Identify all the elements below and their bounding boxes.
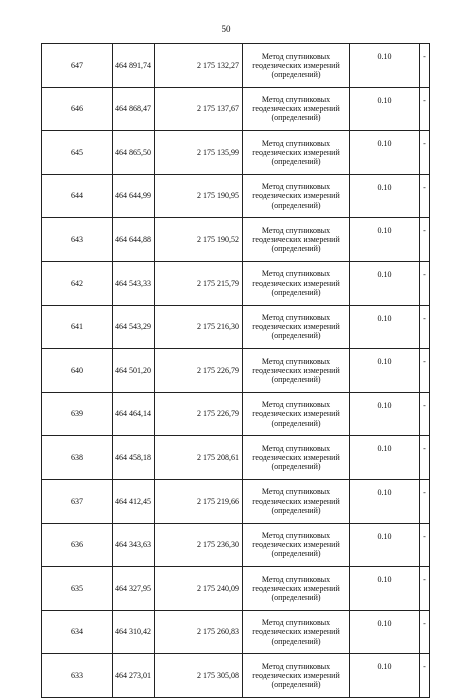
method-line: Метод спутниковых	[261, 531, 331, 541]
table-row	[42, 174, 430, 218]
method-line: (определений)	[271, 680, 321, 690]
x-coordinate-cell: 464 310,42	[113, 610, 155, 654]
point-number-cell: 636	[42, 523, 113, 567]
method-line: геодезических измерений	[252, 278, 340, 288]
accuracy-cell: 0.10	[350, 479, 420, 523]
y-coordinate-cell: 2 175 226,79	[155, 349, 243, 393]
table-row	[42, 305, 430, 349]
point-number-cell: 634	[42, 610, 113, 654]
y-coordinate-cell: 2 175 236,30	[155, 523, 243, 567]
x-coordinate-cell: 464 501,20	[113, 349, 155, 393]
dash-cell: -	[420, 305, 430, 349]
dash-cell: -	[420, 479, 430, 523]
method-line: геодезических измерений	[252, 583, 340, 593]
dash-cell: -	[420, 87, 430, 131]
dash-cell: -	[420, 436, 430, 480]
method-cell	[243, 131, 350, 175]
accuracy-cell: 0.10	[350, 654, 420, 698]
method-line: геодезических измерений	[252, 235, 340, 245]
point-number-cell: 642	[42, 261, 113, 305]
x-coordinate-cell: 464 412,45	[113, 479, 155, 523]
method-cell	[243, 436, 350, 480]
point-number-cell: 646	[42, 87, 113, 131]
method-cell	[243, 567, 350, 611]
method-line: Метод спутниковых	[261, 313, 331, 323]
dash-cell: -	[420, 392, 430, 436]
method-line: геодезических измерений	[252, 671, 340, 681]
method-line: Метод спутниковых	[261, 182, 331, 192]
point-number-cell: 635	[42, 567, 113, 611]
x-coordinate-cell: 464 868,47	[113, 87, 155, 131]
dash-cell: -	[420, 131, 430, 175]
y-coordinate-cell: 2 175 190,52	[155, 218, 243, 262]
method-line: геодезических измерений	[252, 191, 340, 201]
method-line: геодезических измерений	[252, 627, 340, 637]
x-coordinate-cell: 464 891,74	[113, 44, 155, 88]
method-cell	[243, 654, 350, 698]
accuracy-cell: 0.10	[350, 436, 420, 480]
method-line: геодезических измерений	[252, 496, 340, 506]
table-row	[42, 87, 430, 131]
table-row	[42, 654, 430, 698]
table-row	[42, 436, 430, 480]
coordinates-table-body	[42, 44, 430, 698]
table-row	[42, 610, 430, 654]
page-number: 50	[221, 24, 231, 34]
y-coordinate-cell: 2 175 226,79	[155, 392, 243, 436]
point-number-cell: 633	[42, 654, 113, 698]
method-line: (определений)	[271, 113, 321, 123]
method-line: геодезических измерений	[252, 60, 340, 70]
x-coordinate-cell: 464 865,50	[113, 131, 155, 175]
method-line: геодезических измерений	[252, 540, 340, 550]
accuracy-cell: 0.10	[350, 261, 420, 305]
x-coordinate-cell: 464 343,63	[113, 523, 155, 567]
method-line: (определений)	[271, 331, 321, 341]
method-line: (определений)	[271, 462, 321, 472]
y-coordinate-cell: 2 175 260,83	[155, 610, 243, 654]
table-row	[42, 392, 430, 436]
method-cell	[243, 349, 350, 393]
point-number-cell: 639	[42, 392, 113, 436]
method-cell	[243, 218, 350, 262]
point-number-cell: 640	[42, 349, 113, 393]
dash-cell: -	[420, 349, 430, 393]
y-coordinate-cell: 2 175 219,66	[155, 479, 243, 523]
table-row	[42, 349, 430, 393]
point-number-cell: 647	[42, 44, 113, 88]
x-coordinate-cell: 464 458,18	[113, 436, 155, 480]
y-coordinate-cell: 2 175 215,79	[155, 261, 243, 305]
method-line: Метод спутниковых	[261, 356, 331, 366]
y-coordinate-cell: 2 175 208,61	[155, 436, 243, 480]
point-number-cell: 645	[42, 131, 113, 175]
accuracy-cell: 0.10	[350, 174, 420, 218]
method-line: (определений)	[271, 69, 321, 79]
accuracy-cell: 0.10	[350, 305, 420, 349]
y-coordinate-cell: 2 175 305,08	[155, 654, 243, 698]
method-line: (определений)	[271, 636, 321, 646]
method-line: геодезических измерений	[252, 104, 340, 114]
point-number-cell: 637	[42, 479, 113, 523]
accuracy-cell: 0.10	[350, 523, 420, 567]
dash-cell: -	[420, 610, 430, 654]
method-cell	[243, 174, 350, 218]
x-coordinate-cell: 464 543,33	[113, 261, 155, 305]
method-cell	[243, 87, 350, 131]
dash-cell: -	[420, 218, 430, 262]
method-cell	[243, 44, 350, 88]
accuracy-cell: 0.10	[350, 349, 420, 393]
y-coordinate-cell: 2 175 240,09	[155, 567, 243, 611]
method-line: геодезических измерений	[252, 453, 340, 463]
method-cell	[243, 261, 350, 305]
method-cell	[243, 305, 350, 349]
y-coordinate-cell: 2 175 190,95	[155, 174, 243, 218]
x-coordinate-cell: 464 543,29	[113, 305, 155, 349]
y-coordinate-cell: 2 175 137,67	[155, 87, 243, 131]
accuracy-cell: 0.10	[350, 131, 420, 175]
table-row	[42, 261, 430, 305]
method-line: (определений)	[271, 375, 321, 385]
coordinates-table	[41, 43, 430, 698]
method-line: Метод спутниковых	[261, 574, 331, 584]
method-line: (определений)	[271, 505, 321, 515]
method-line: Метод спутниковых	[261, 225, 331, 235]
method-line: Метод спутниковых	[261, 400, 331, 410]
x-coordinate-cell: 464 644,99	[113, 174, 155, 218]
method-line: (определений)	[271, 549, 321, 559]
method-cell	[243, 610, 350, 654]
dash-cell: -	[420, 44, 430, 88]
dash-cell: -	[420, 654, 430, 698]
method-line: (определений)	[271, 418, 321, 428]
dash-cell: -	[420, 567, 430, 611]
point-number-cell: 638	[42, 436, 113, 480]
y-coordinate-cell: 2 175 132,27	[155, 44, 243, 88]
method-line: геодезических измерений	[252, 147, 340, 157]
accuracy-cell: 0.10	[350, 87, 420, 131]
x-coordinate-cell: 464 327,95	[113, 567, 155, 611]
method-line: геодезических измерений	[252, 322, 340, 332]
x-coordinate-cell: 464 464,14	[113, 392, 155, 436]
method-line: (определений)	[271, 157, 321, 167]
method-line: Метод спутниковых	[261, 661, 331, 671]
accuracy-cell: 0.10	[350, 567, 420, 611]
accuracy-cell: 0.10	[350, 610, 420, 654]
method-line: Метод спутниковых	[261, 138, 331, 148]
method-line: Метод спутниковых	[261, 443, 331, 453]
point-number-cell: 643	[42, 218, 113, 262]
x-coordinate-cell: 464 644,88	[113, 218, 155, 262]
method-line: Метод спутниковых	[261, 95, 331, 105]
point-number-cell: 644	[42, 174, 113, 218]
table-row	[42, 479, 430, 523]
method-cell	[243, 479, 350, 523]
x-coordinate-cell: 464 273,01	[113, 654, 155, 698]
method-line: геодезических измерений	[252, 409, 340, 419]
method-cell	[243, 523, 350, 567]
method-line: Метод спутниковых	[261, 487, 331, 497]
table-row	[42, 218, 430, 262]
method-line: геодезических измерений	[252, 365, 340, 375]
point-number-cell: 641	[42, 305, 113, 349]
method-line: (определений)	[271, 593, 321, 603]
y-coordinate-cell: 2 175 216,30	[155, 305, 243, 349]
table-row	[42, 44, 430, 88]
table-row	[42, 131, 430, 175]
table-row	[42, 567, 430, 611]
dash-cell: -	[420, 523, 430, 567]
method-cell	[243, 392, 350, 436]
method-line: (определений)	[271, 244, 321, 254]
y-coordinate-cell: 2 175 135,99	[155, 131, 243, 175]
method-line: Метод спутниковых	[261, 51, 331, 61]
method-line: Метод спутниковых	[261, 618, 331, 628]
dash-cell: -	[420, 261, 430, 305]
accuracy-cell: 0.10	[350, 392, 420, 436]
method-line: (определений)	[271, 287, 321, 297]
method-line: (определений)	[271, 200, 321, 210]
method-line: Метод спутниковых	[261, 269, 331, 279]
dash-cell: -	[420, 174, 430, 218]
accuracy-cell: 0.10	[350, 44, 420, 88]
accuracy-cell: 0.10	[350, 218, 420, 262]
table-row	[42, 523, 430, 567]
